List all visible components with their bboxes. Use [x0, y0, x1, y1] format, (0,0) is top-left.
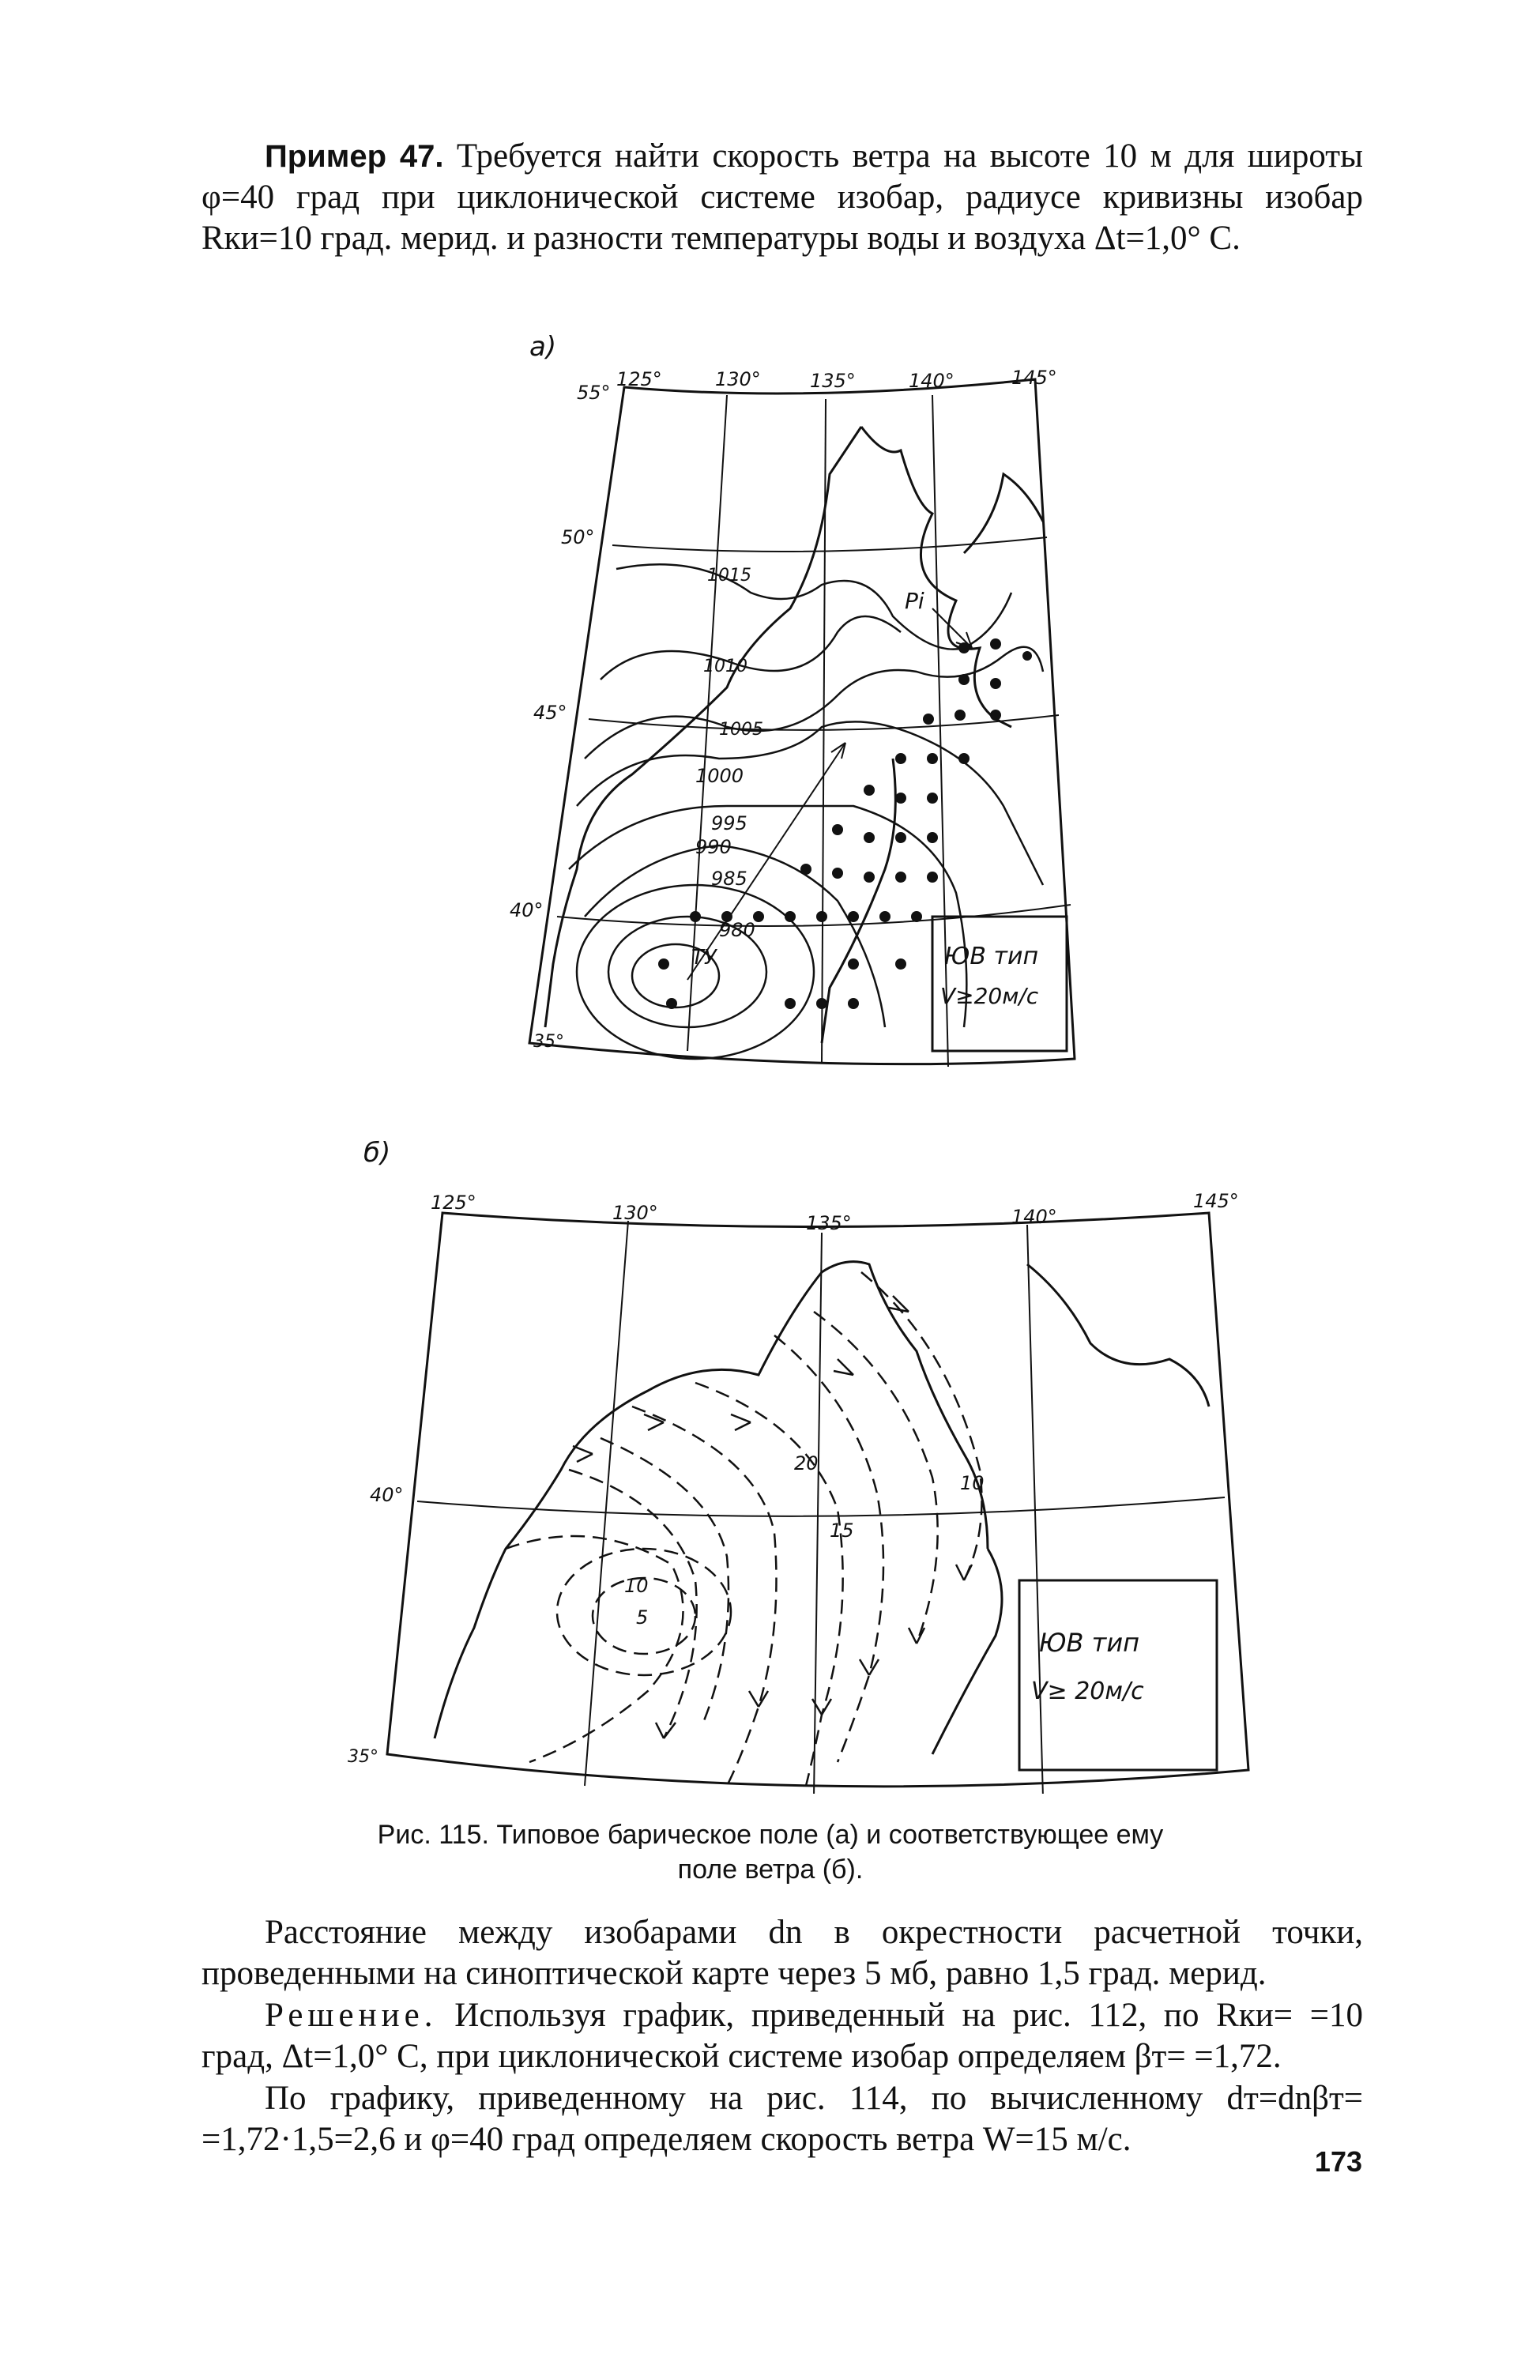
map-a-lat-55: 55°: [577, 382, 611, 404]
wind-field-map: [332, 1138, 1264, 1794]
map-a-panel-label: а): [529, 331, 557, 363]
isobar-label-995: 995: [711, 812, 747, 834]
solution-label: Решение.: [265, 1997, 438, 2034]
example-label: Пример 47.: [265, 139, 444, 174]
map-b-lon-145: 145°: [1193, 1190, 1239, 1212]
isobar-label-990: 990: [695, 836, 732, 858]
isotach-label-20: 20: [794, 1452, 819, 1474]
map-a-lon-125: 125°: [616, 368, 662, 390]
center-label-ty: ТУ: [691, 946, 717, 970]
map-a-lon-130: 130°: [715, 368, 761, 390]
isobar-label-1000: 1000: [695, 765, 744, 787]
solution-text: Используя график, приведенный на рис. 112, по Rки= =10 град, Δt=1,0° С, при циклонической системе изобар определяем βт= =1,72.: [201, 1997, 1364, 2075]
map-a-lat-50: 50°: [561, 526, 595, 548]
page-number: 173: [1314, 2145, 1362, 2178]
figure-caption: [316, 1817, 1225, 1887]
isobar-label-1010: 1010: [703, 657, 747, 676]
baric-field-map: [490, 316, 1122, 1090]
isotach-label-10-b: 10: [960, 1472, 985, 1494]
map-b-lat-40: 40°: [370, 1484, 404, 1506]
body-paragraph-1: Расстояние между изобарами dn в окрестности расчетной точки, проведенными на синоптической карте через 5 мб, равно 1,5 град. мерид.: [201, 1914, 1363, 1992]
caption-line-1: Рис. 115. Типовое барическое поле (а) и соответствующее ему: [377, 1820, 1164, 1850]
isobar-label-980: 980: [719, 919, 755, 941]
map-b-type-line2: V≥ 20м/с: [1031, 1678, 1144, 1705]
isobar-label-985: 985: [711, 868, 747, 890]
map-a-type-line1: ЮВ тип: [944, 943, 1039, 970]
body-paragraph-3: По графику, приведенному на рис. 114, по вычисленному dт=dnβт= =1,72·1,5=2,6 и φ=40 град определяем скорость ветра W=15 м/с.: [201, 2080, 1363, 2158]
isobar-label-1005: 1005: [719, 720, 763, 740]
map-b-lon-140: 140°: [1011, 1206, 1057, 1228]
map-a-lon-145: 145°: [1011, 367, 1057, 389]
point-label-pi: Pi: [905, 588, 924, 614]
map-b-lon-135: 135°: [806, 1212, 852, 1234]
map-b-type-box: [1019, 1580, 1217, 1770]
map-a-lon-140: 140°: [909, 370, 954, 392]
map-b-lat-35: 35°: [348, 1747, 378, 1767]
body-paragraph-2: [201, 1995, 1363, 2077]
isotach-label-15: 15: [830, 1520, 854, 1542]
isotach-label-5: 5: [636, 1606, 649, 1629]
map-a-type-line2: V≥20м/с: [940, 983, 1039, 1009]
map-b-lon-125: 125°: [431, 1192, 476, 1214]
example-paragraph: [201, 136, 1363, 259]
map-b-lon-130: 130°: [612, 1202, 658, 1224]
caption-line-2: поле ветра (б).: [677, 1855, 864, 1885]
map-b-panel-label: б): [363, 1138, 391, 1169]
map-b-type-line1: ЮВ тип: [1039, 1628, 1140, 1658]
map-a-lon-135: 135°: [810, 370, 856, 392]
isotach-label-10-a: 10: [624, 1575, 649, 1597]
map-a-lat-40: 40°: [510, 899, 544, 921]
example-text: Требуется найти скорость ветра на высоте 10 м для широты φ=40 град при циклонической системе изобар, радиусе кривизны изобар Rки=10 град. мерид. и разности температуры воды и воздуха Δt=1,0° С.: [201, 137, 1363, 257]
map-a-lat-35: 35°: [533, 1032, 564, 1052]
map-a-lat-45: 45°: [533, 702, 567, 724]
isobar-label-1015: 1015: [707, 566, 751, 586]
